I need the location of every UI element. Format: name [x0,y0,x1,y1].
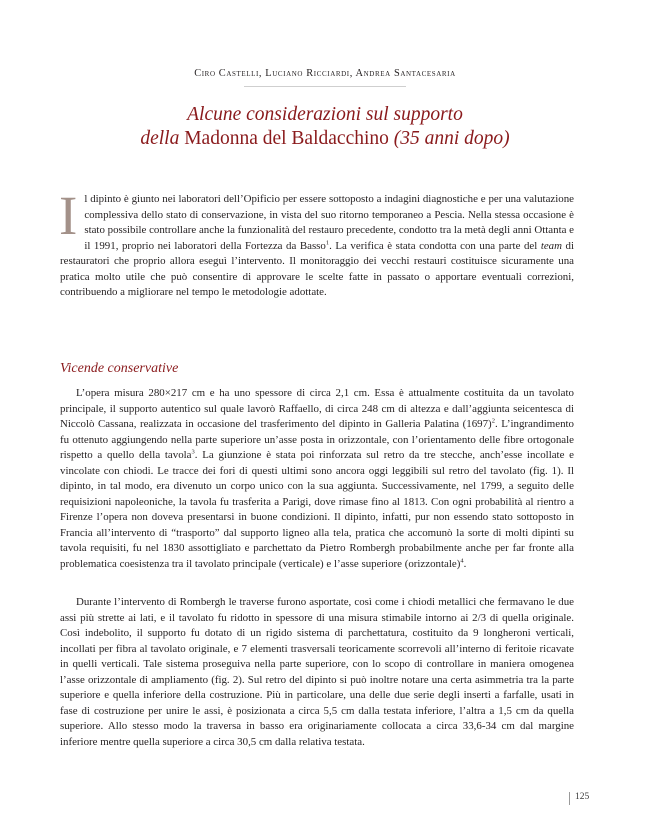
section-heading: Vicende conservative [60,361,179,376]
intro-text-3: di restauratori che proprio allora eseguì l’intervento. Il monitoraggio dei vecchi restauri costituisce sicuramente una pratica molto utile che può consentire di approvare le scelte fatte in passato o apportare eventuali correzioni, contribuendo a migliorare nel tempo le metodologie adottate. [60,239,574,298]
body-p1-text-1: L’opera misura 280×217 cm e ha uno spessore di circa 2,1 cm. Essa è attualmente costituita da un tavolato principale, il supporto autentico sul quale lavorò Raffaello, di circa 248 cm di altezza e dall’aggiunta seicentesca di Niccolò Cassana, realizzata in occasione del trasferimento del dipinto in Galleria Palatina (1697) [60,387,574,430]
intro-text-2: . La verifica è stata condotta con una parte del [329,239,541,252]
body-p1-text-4: . [463,557,467,570]
title-artwork-name: Madonna del Baldacchino [184,128,389,149]
intro-paragraph [59,185,574,301]
body-paragraph-2: Durante l’intervento di Rombergh le traverse furono asportate, così come i chiodi metallici che fermavano le due assi più strette ai lati, e il tavolato fu ridotto in spessore di una misura stimabile intorno ai 2/3 di quella originale. Così indebolito, il supporto fu dotato di un rigido sistema di parchettatura, costituito da 9 longheroni verticali, incollati per fibra al tavolato originale, e 7 elementi trasversali teoricamente scorrevoli all’interno di feritoie ricavate in quelli verticali. Tale sistema proseguiva nella parte superiore, con lo scopo di controllare in maniera omogenea l’asse orizzontale di ampliamento (fig. 2). Sul retro del dipinto si può inoltre notare una certa asimmetria tra la parte superiore e quella inferiore della costruzione. Più in particolare, una delle due serie degli inserti a farfalle, usati in fase di costruzione per unire le assi, è posizionata a circa 5,5 cm dalla testata inferiore, l’altra a 1,5 cm da quella superiore. Allo stesso modo la traversa in basso era originariamente collocata a circa 33,6-34 cm dal margine inferiore mentre quella superiore a circa 30,5 cm dalla relativa testata. [60,596,574,748]
title-line-2-prefix: della [140,128,180,149]
intro-text-1: l dipinto è giunto nei laboratori dell’Opificio per essere sottoposto a indagini diagnostiche e per una valutazione complessiva dello stato di conservazione, in vista del suo ritorno temporaneo a Pescia. Nella stessa occasione è stato possibile controllare anche la funzionalità del restauro precedente, condotto tra la metà degli anni Ottanta e il 1991, proprio nei laboratori della Fortezza da Basso [84,193,574,252]
body-p1-text-2: . L’ingrandimento fu ottenuto aggiungendo nella parte superiore un’asse posta in orizzontale, con l’orientamento delle fibre ortogonale rispetto a quello della tavola [60,418,574,461]
article-title [40,103,610,151]
intro-italic-team: team [540,239,562,252]
footnote-ref-1: 1 [325,238,330,246]
authors-divider [244,86,406,87]
drop-cap: I [59,185,78,246]
body-paragraph-1 [60,386,574,572]
folio-divider [569,792,570,805]
footnote-ref-4: 4 [460,556,464,564]
title-line-2 [40,127,610,151]
footnote-ref-3: 3 [191,448,195,456]
page-number: 125 [575,792,590,802]
title-line-2-suffix: (35 anni dopo) [393,128,510,149]
article-authors: Ciro Castelli, Luciano Ricciardi, Andrea Santacesaria [194,68,456,79]
body-p1-text-3: . La giunzione è stata poi rinforzata sul retro da tre stecche, anch’esse incollate e vincolate con chiodi. Le tracce dei fori di questi ultimi sono ancora oggi leggibili sul retro del tavolato (fig. 1). Il dipinto, in tal modo, era divenuto un corpo unico con la sua aggiunta. Successivamente, nel 1799, a seguito delle requisizioni napoleoniche, la tavola fu trasferita a Parigi, dove rimase fino al 1813. Con ogni probabilità al rientro a Firenze l’opera non doveva presentarsi in buone condizioni. Il dipinto, infatti, pur non essendo stato sottoposto in Francia all’intervento di “trasporto” dal supporto ligneo alla tela, pratica che accomunò la sorte di molti dipinti su tavola requisiti, fu nel 1830 assottigliato e parchettato da Pietro Rombergh probabilmente anche per far fronte alla problematica coesistenza tra il tavolato principale (verticale) e l’asse superiore (orizzontale) [60,449,575,570]
title-line-1: Alcune considerazioni sul supporto [187,104,463,125]
footnote-ref-2: 2 [491,417,495,425]
